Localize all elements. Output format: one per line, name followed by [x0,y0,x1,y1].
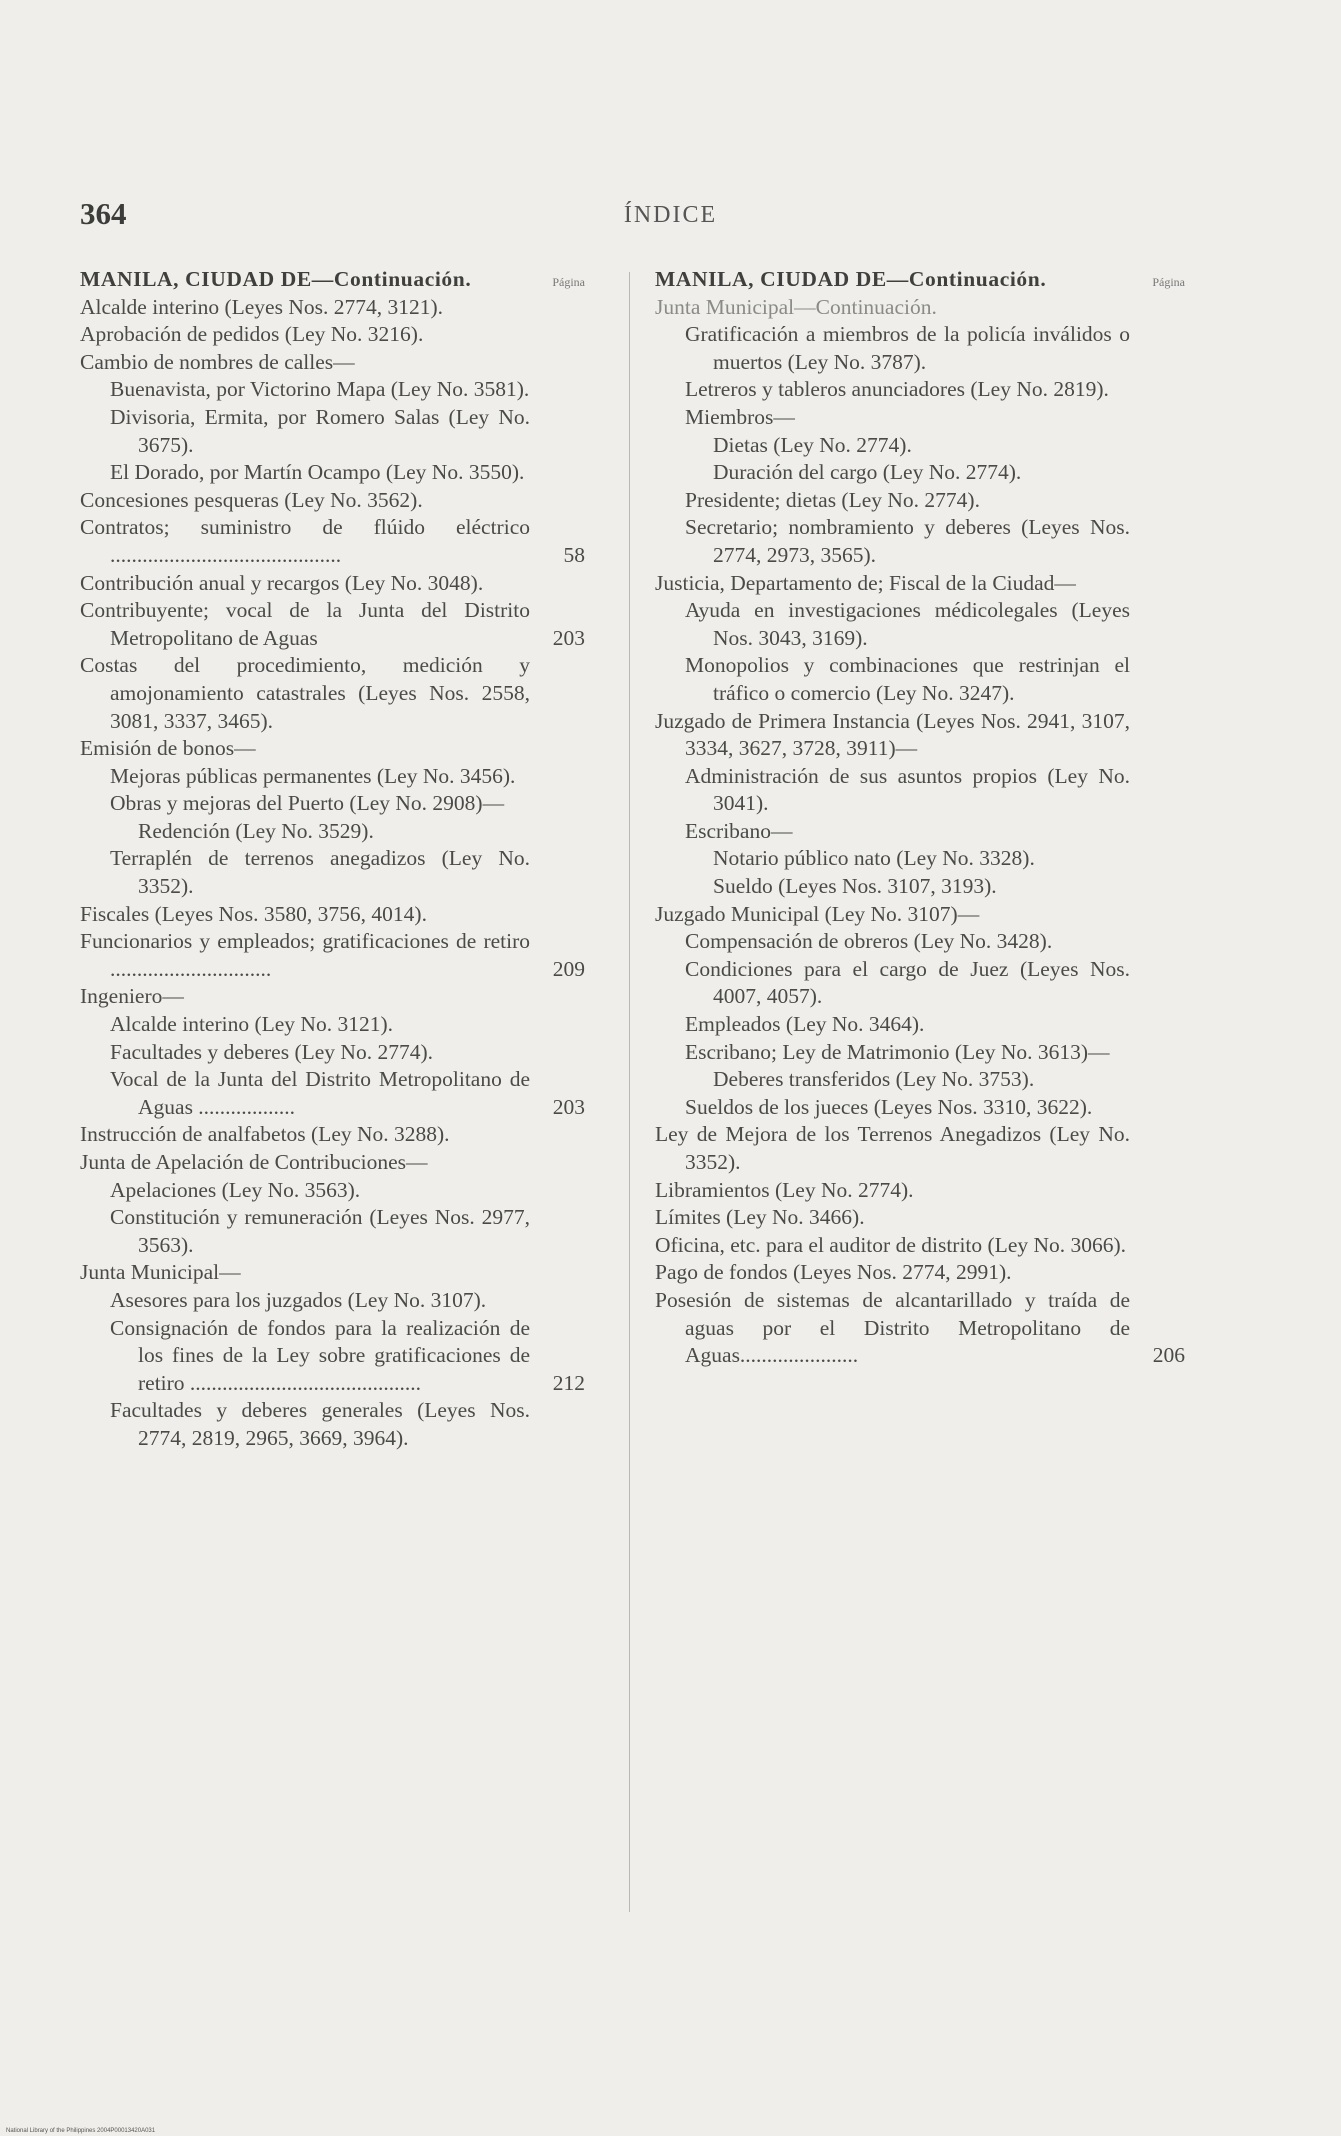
index-entry [80,735,585,763]
index-entry [80,652,585,735]
entry-text: Obras y mejoras del Puerto (Ley No. 2908)— [110,791,505,816]
pagina-label: Página [1152,275,1185,289]
entry-text: Contratos; suministro de flúido eléctrico ........................................... [80,515,530,567]
index-entry [110,845,585,900]
index-entry [655,1259,1185,1287]
entry-text: Posesión de sistemas de alcantarillado y traída de aguas por el Distrito Metropolitano de Aguas...................... [655,1287,1130,1368]
index-entry [138,818,585,846]
index-entry [110,404,585,459]
entry-text: Condiciones para el cargo de Juez (Leyes Nos. 4007, 4057). [685,956,1130,1009]
entry-text: Miembros— [685,404,795,429]
index-entry [713,432,1185,460]
index-entry [655,1177,1185,1205]
entry-text: Divisoria, Ermita, por Romero Salas (Ley No. 3675). [110,404,530,457]
index-entry [80,1149,585,1177]
entry-text: Redención (Ley No. 3529). [138,818,374,843]
entry-text: Emisión de bonos— [80,736,256,761]
entry-text: Ingeniero— [80,984,184,1009]
entry-text: Alcalde interino (Leyes Nos. 2774, 3121). [80,294,444,319]
index-entry [655,1287,1185,1370]
right-subheading: Junta Municipal—Continuación. [655,294,937,319]
entry-text: Presidente; dietas (Ley No. 2774). [685,487,980,512]
index-entry [655,1121,1185,1176]
page-number: 364 [80,196,127,231]
index-entry [685,928,1185,956]
index-entry [685,321,1185,376]
entry-text: Sueldo (Leyes Nos. 3107, 3193). [713,874,997,899]
entry-page-number: 212 [552,1370,585,1395]
entry-text: Pago de fondos (Leyes Nos. 2774, 2991). [655,1260,1012,1285]
index-entry [685,818,1185,846]
index-entry [685,763,1185,818]
column-divider [629,272,630,1912]
entry-text: Escribano; Ley de Matrimonio (Ley No. 3613)— [685,1039,1110,1064]
entry-text: Compensación de obreros (Ley No. 3428). [685,929,1053,954]
left-entries [80,294,585,1453]
index-entry [80,349,585,377]
entry-text: Terraplén de terrenos anegadizos (Ley No. 3352). [110,846,530,899]
index-entry [110,1011,585,1039]
index-entry [80,570,585,598]
entry-text: Administración de sus asuntos propios (Ley No. 3041). [685,763,1130,816]
entry-text: Límites (Ley No. 3466). [655,1205,865,1230]
index-entry [655,1204,1185,1232]
page-header [0,196,1341,236]
entry-text: Secretario; nombramiento y deberes (Leyes Nos. 2774, 2973, 3565). [685,515,1130,567]
entry-text: Concesiones pesqueras (Ley No. 3562). [80,487,423,512]
entry-page-number: 203 [552,625,585,650]
entry-text: Buenavista, por Victorino Mapa (Ley No. 3581). [110,377,530,402]
entry-text: Monopolios y combinaciones que restrinjan el tráfico o comercio (Ley No. 3247). [685,653,1130,705]
index-entry [685,956,1185,1011]
entry-text: Letreros y tableros anunciadores (Ley No. 2819). [685,377,1109,402]
entry-text: El Dorado, por Martín Ocampo (Ley No. 3550). [110,460,525,485]
index-entry [80,487,585,515]
entry-text: Gratificación a miembros de la policía inválidos o muertos (Ley No. 3787). [685,322,1130,374]
entry-text: Vocal de la Junta del Distrito Metropolitano de Aguas .................. [110,1067,530,1119]
index-entry [685,1039,1185,1067]
index-entry [685,376,1185,404]
entry-text: Sueldos de los jueces (Leyes Nos. 3310, 3622). [685,1094,1093,1119]
index-entry [110,790,585,818]
index-entry [713,1066,1185,1094]
entry-text: Fiscales (Leyes Nos. 3580, 3756, 4014). [80,901,427,926]
entry-text: Alcalde interino (Ley No. 3121). [110,1012,393,1037]
entry-page-number: 206 [1152,1343,1185,1368]
index-entry [685,652,1185,707]
right-entries [655,321,1185,1370]
entry-text: Libramientos (Ley No. 2774). [655,1177,914,1202]
index-entry [110,459,585,487]
entry-text: Mejoras públicas permanentes (Ley No. 3456). [110,763,516,788]
index-entry [110,1315,585,1398]
entry-text: Cambio de nombres de calles— [80,349,355,374]
entry-text: Ayuda en investigaciones médicolegales (Leyes Nos. 3043, 3169). [685,598,1130,650]
entry-text: Dietas (Ley No. 2774). [713,432,912,457]
entry-text: Escribano— [685,818,793,843]
entry-text: Notario público nato (Ley No. 3328). [713,846,1035,871]
index-entry [110,1066,585,1121]
index-entry [655,570,1185,598]
entry-text: Juzgado Municipal (Ley No. 3107)— [655,901,980,926]
entry-text: Contribuyente; vocal de la Junta del Distrito Metropolitano de Aguas [80,598,530,650]
index-entry [80,1259,585,1287]
entry-page-number: 209 [552,956,585,981]
entry-page-number: 58 [563,542,585,567]
index-entry [110,1287,585,1315]
index-entry [713,459,1185,487]
index-entry [80,901,585,929]
index-entry [655,1232,1185,1260]
entry-text: Asesores para los juzgados (Ley No. 3107). [110,1287,487,1312]
index-entry [110,376,585,404]
entry-text: Justicia, Departamento de; Fiscal de la Ciudad— [655,570,1076,595]
index-entry [80,983,585,1011]
entry-text: Ley de Mejora de los Terrenos Anegadizos (Ley No. 3352). [655,1122,1130,1174]
index-entry [110,1397,585,1452]
index-entry [110,1177,585,1205]
index-entry [110,1204,585,1259]
index-entry [713,845,1185,873]
entry-text: Junta de Apelación de Contribuciones— [80,1150,428,1174]
index-entry [80,294,585,322]
index-entry [655,901,1185,929]
left-column-heading: MANILA, CIUDAD DE—Continuación. Página [80,266,585,294]
index-entry [80,514,585,569]
index-entry [80,321,585,349]
index-entry [685,514,1185,569]
index-entry [713,873,1185,901]
left-column [80,266,585,1453]
entry-text: Funcionarios y empleados; gratificaciones de retiro .............................. [80,929,530,981]
entry-text: Duración del cargo (Ley No. 2774). [713,460,1022,485]
entry-text: Apelaciones (Ley No. 3563). [110,1177,361,1202]
index-entry [685,597,1185,652]
entry-text: Constitución y remuneración (Leyes Nos. 2977, 3563). [110,1205,530,1257]
running-title: ÍNDICE [623,202,718,228]
entry-text: Costas del procedimiento, medición y amojonamiento catastrales (Leyes Nos. 2558, 3081, 3337, 3465). [80,653,530,733]
index-entry [80,928,585,983]
right-column [655,266,1185,1370]
entry-text: Juzgado de Primera Instancia (Leyes Nos. 2941, 3107, 3334, 3627, 3728, 3911)— [655,708,1130,761]
entry-text: Deberes transferidos (Ley No. 3753). [713,1067,1035,1092]
entry-text: Consignación de fondos para la realización de los fines de la Ley sobre gratificaciones de retiro ........................................... [110,1315,530,1395]
entry-text: Oficina, etc. para el auditor de distrito (Ley No. 3066). [655,1232,1127,1257]
index-entry [80,597,585,652]
index-entry [685,404,1185,432]
right-column-heading: MANILA, CIUDAD DE—Continuación. Página [655,266,1185,294]
entry-text: Empleados (Ley No. 3464). [685,1012,925,1037]
entry-text: Facultades y deberes (Ley No. 2774). [110,1039,433,1064]
entry-text: Junta Municipal— [80,1260,241,1285]
index-entry [685,1094,1185,1122]
entry-text: Facultades y deberes generales (Leyes Nos. 2774, 2819, 2965, 3669, 3964). [110,1398,530,1450]
entry-text: Contribución anual y recargos (Ley No. 3048). [80,570,484,595]
index-entry [110,763,585,791]
index-entry [655,708,1185,763]
entry-text: Aprobación de pedidos (Ley No. 3216). [80,322,424,347]
entry-text: Instrucción de analfabetos (Ley No. 3288). [80,1122,450,1147]
pagina-label: Página [552,275,585,289]
entry-page-number: 203 [552,1094,585,1119]
index-entry [685,1011,1185,1039]
index-entry [685,487,1185,515]
index-entry [80,1121,585,1149]
footer-credit: National Library of the Philippines 2004P00013420A031 [6,2128,156,2134]
index-entry [110,1039,585,1067]
